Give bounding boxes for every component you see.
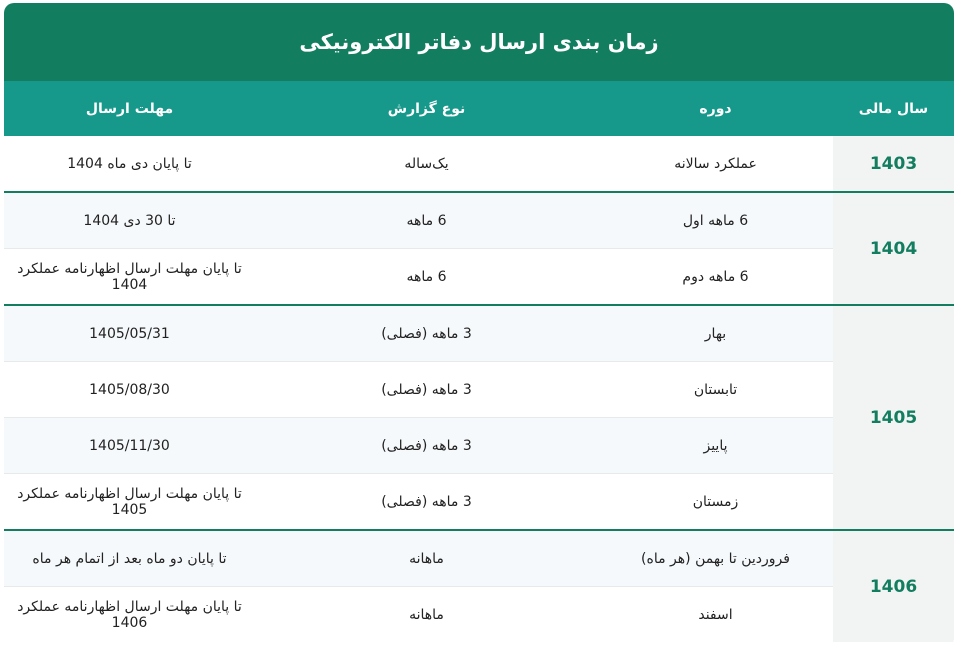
deadline-cell: تا پایان دو ماه بعد از اتمام هر ماه <box>4 530 255 587</box>
header-type: نوع گزارش <box>255 81 598 136</box>
period-cell: فروردین تا بهمن (هر ماه) <box>598 530 833 587</box>
type-cell: یک‌ساله <box>255 136 598 192</box>
period-cell: 6 ماهه اول <box>598 192 833 249</box>
table-row <box>4 418 954 474</box>
year-cell-1404: 1404 <box>833 192 954 305</box>
period-cell: 6 ماهه دوم <box>598 249 833 306</box>
period-cell: زمستان <box>598 474 833 531</box>
type-cell: ماهانه <box>255 530 598 587</box>
table-body <box>4 136 954 642</box>
deadline-cell: 1405/11/30 <box>4 418 255 474</box>
period-cell: بهار <box>598 305 833 362</box>
table-row <box>4 136 954 192</box>
year-cell-1403: 1403 <box>833 136 954 192</box>
deadline-cell: 1405/08/30 <box>4 362 255 418</box>
header-year: سال مالی <box>833 81 954 136</box>
period-cell: پاییز <box>598 418 833 474</box>
table-row <box>4 192 954 249</box>
deadline-cell: تا پایان دی ماه 1404 <box>4 136 255 192</box>
header-row <box>4 81 954 136</box>
deadline-cell: تا 30 دی 1404 <box>4 192 255 249</box>
type-cell: 3 ماهه (فصلی) <box>255 305 598 362</box>
table-row <box>4 362 954 418</box>
deadline-cell: تا پایان مهلت ارسال اظهارنامه عملکرد 1404 <box>4 249 255 306</box>
table-row <box>4 474 954 531</box>
type-cell: 6 ماهه <box>255 249 598 306</box>
table-row <box>4 305 954 362</box>
type-cell: 6 ماهه <box>255 192 598 249</box>
table-row <box>4 587 954 643</box>
period-cell: عملکرد سالانه <box>598 136 833 192</box>
deadline-cell: 1405/05/31 <box>4 305 255 362</box>
schedule-table <box>4 81 954 642</box>
table-title: زمان بندی ارسال دفاتر الکترونیکی <box>4 3 954 81</box>
header-deadline: مهلت ارسال <box>4 81 255 136</box>
period-cell: اسفند <box>698 606 733 623</box>
type-cell: 3 ماهه (فصلی) <box>255 474 598 531</box>
period-cell: تابستان <box>598 362 833 418</box>
table-row <box>4 530 954 587</box>
type-cell: 3 ماهه (فصلی) <box>255 362 598 418</box>
type-cell: 3 ماهه (فصلی) <box>255 418 598 474</box>
year-cell-1405: 1405 <box>833 305 954 530</box>
deadline-cell: تا پایان مهلت ارسال اظهارنامه عملکرد 1405 <box>4 474 255 531</box>
year-cell-1406: 1406 <box>833 530 954 642</box>
table-row <box>4 249 954 306</box>
schedule-card <box>4 3 954 648</box>
type-cell: ماهانه <box>409 606 444 623</box>
deadline-cell: تا پایان مهلت ارسال اظهارنامه عملکرد 1406 <box>17 598 242 631</box>
header-period: دوره <box>598 81 833 136</box>
